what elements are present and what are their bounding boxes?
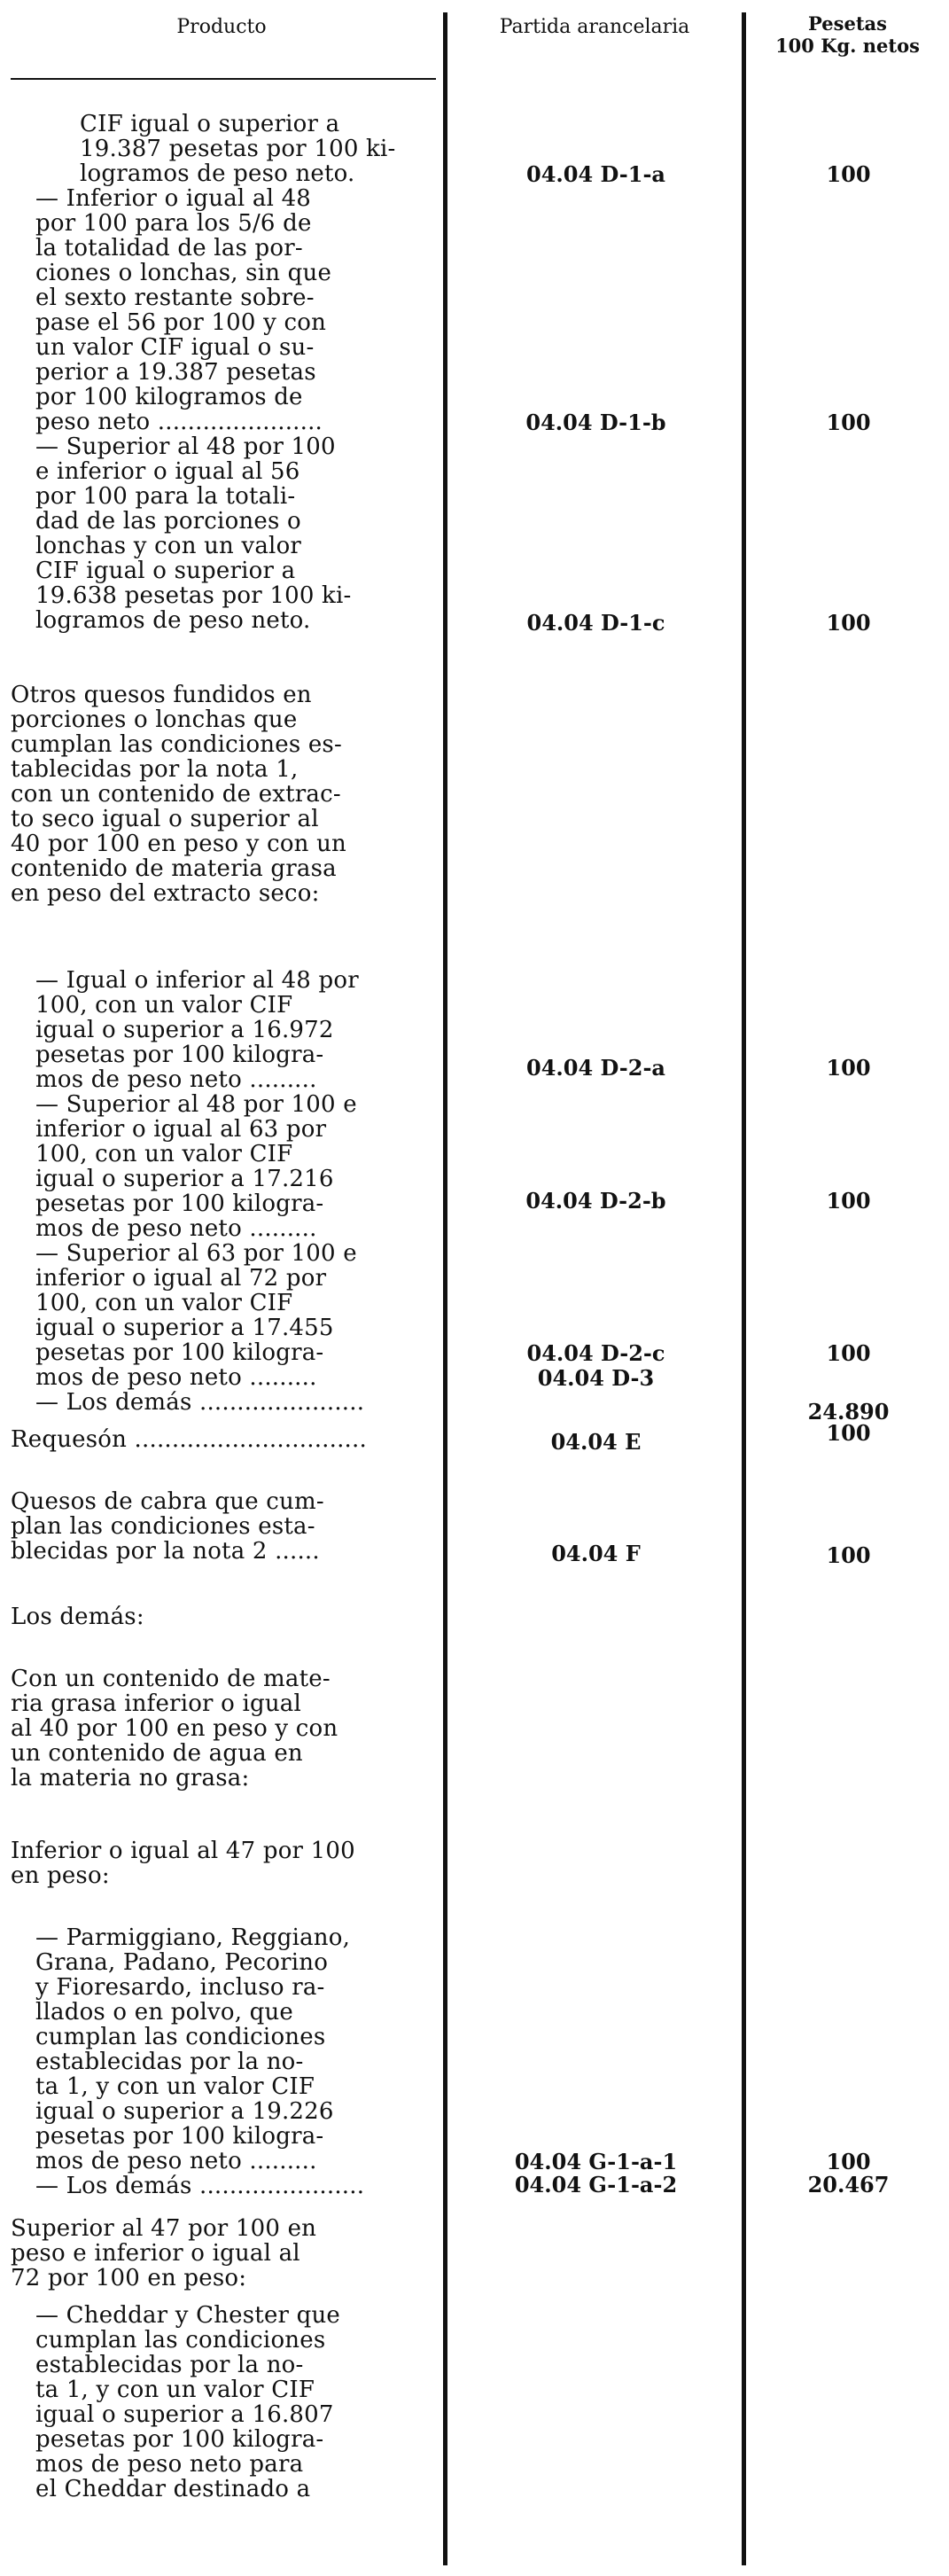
header-partida-arancelaria: Partida arancelaria bbox=[499, 16, 690, 38]
tariff-code: 04.04 D-1-c bbox=[526, 610, 665, 636]
pesetas-value: 20.467 bbox=[807, 2172, 890, 2197]
tariff-code: 04.04 G-1-a-1 bbox=[514, 2149, 678, 2174]
product-text-g1a: — Parmiggiano, Reggiano, Grana, Padano, Pecorino y Fioresardo, incluso ra- llados o en polvo, que cumplan las condiciones establecidas por la no- ta 1, y con un valor CIF igual o superior a 19.226 pesetas por 100 kilogra- mos de peso neto ......... — Los demás ...................... bbox=[35, 1924, 365, 2199]
tariff-code: 04.04 D-1-a bbox=[526, 161, 665, 187]
tariff-code: 04.04 G-1-a-2 bbox=[514, 2172, 678, 2197]
tariff-code: 04.04 D-2-a bbox=[526, 1055, 665, 1081]
product-text-d1c: — Superior al 48 por 100 e inferior o igual al 56 por 100 para la totali- dad de las porciones o lonchas y con un valor CIF igual o superior a 19.638 pesetas por 100 ki- logramos de peso neto. bbox=[35, 433, 352, 634]
header-pesetas bbox=[746, 12, 949, 57]
pesetas-value: 100 bbox=[826, 610, 871, 636]
pesetas-value: 100 bbox=[826, 1542, 871, 1568]
pesetas-value: 100 bbox=[826, 410, 871, 435]
product-text-materia-grasa: Con un contenido de mate- ria grasa inferior o igual al 40 por 100 en peso y con un contenido de agua en la materia no grasa: bbox=[11, 1666, 338, 1791]
tariff-code: 04.04 D-2-b bbox=[525, 1188, 666, 1214]
product-text-superior-47: Superior al 47 por 100 en peso e inferior o igual al 72 por 100 en peso: bbox=[11, 2215, 317, 2291]
tariff-code: 04.04 D-1-b bbox=[525, 410, 666, 435]
pesetas-value: 100 bbox=[826, 1420, 871, 1446]
product-text-d1a-tail: CIF igual o superior a 19.387 pesetas por 100 ki- logramos de peso neto. bbox=[80, 111, 396, 187]
product-text-inferior-47: Inferior o igual al 47 por 100 en peso: bbox=[11, 1838, 355, 1889]
product-text-d2a: — Igual o inferior al 48 por 100, con un valor CIF igual o superior a 16.972 pesetas por 100 kilogra- mos de peso neto ......... bbox=[35, 967, 359, 1093]
product-text-requeson: Requesón ............................... bbox=[11, 1426, 367, 1453]
pesetas-value: 100 bbox=[826, 1340, 871, 1366]
product-text-d2c-d3: — Superior al 63 por 100 e inferior o igual al 72 por 100, con un valor CIF igual o superior a 17.455 pesetas por 100 kilogra- mos de peso neto ......... — Los demás ...................... bbox=[35, 1240, 365, 1416]
tariff-code: 04.04 D-2-c bbox=[526, 1340, 665, 1366]
product-text-d1b: — Inferior o igual al 48 por 100 para los 5/6 de la totalidad de las por- ciones o lonchas, sin que el sexto restante sobre- pase el 56 por 100 y con un valor CIF igual o su- perior a 19.387 pesetas por 100 kilogramos de peso neto ...................... bbox=[35, 185, 332, 435]
column-divider-1 bbox=[443, 12, 447, 2565]
pesetas-value: 24.890 bbox=[807, 1399, 890, 1425]
product-text-cheddar: — Cheddar y Chester que cumplan las condiciones establecidas por la no- ta 1, y con un valor CIF igual o superior a 16.807 pesetas por 100 kilogra- mos de peso neto para el Cheddar destinado a bbox=[35, 2302, 340, 2502]
product-text-los-demas: Los demás: bbox=[11, 1604, 144, 1630]
header-producto: Producto bbox=[176, 16, 267, 38]
pesetas-value: 100 bbox=[826, 1188, 871, 1214]
tariff-code: 04.04 F bbox=[551, 1541, 641, 1566]
pesetas-value: 100 bbox=[826, 161, 871, 187]
column-divider-2 bbox=[742, 12, 746, 2565]
header-rule bbox=[11, 78, 436, 80]
tariff-code: 04.04 E bbox=[550, 1429, 642, 1455]
pesetas-value: 100 bbox=[826, 2149, 871, 2174]
product-text-d2b: — Superior al 48 por 100 e inferior o igual al 63 por 100, con un valor CIF igual o superior a 17.216 pesetas por 100 kilogra- mos de peso neto ......... bbox=[35, 1091, 357, 1242]
header-pesetas-line2: 100 Kg. netos bbox=[775, 35, 920, 57]
product-text-quesos-cabra: Quesos de cabra que cum- plan las condiciones esta- blecidas por la nota 2 ...... bbox=[11, 1488, 324, 1565]
pesetas-value: 100 bbox=[826, 1055, 871, 1081]
tariff-code: 04.04 D-3 bbox=[537, 1365, 655, 1391]
product-text-otros-quesos-fundidos: Otros quesos fundidos en porciones o lonchas que cumplan las condiciones es- tablecidas por la nota 1, con un contenido de extrac- to seco igual o superior al 40 por 100 en peso y con un contenido de materia grasa en peso del extracto seco: bbox=[11, 682, 346, 907]
header-pesetas-line1: Pesetas bbox=[808, 12, 887, 35]
